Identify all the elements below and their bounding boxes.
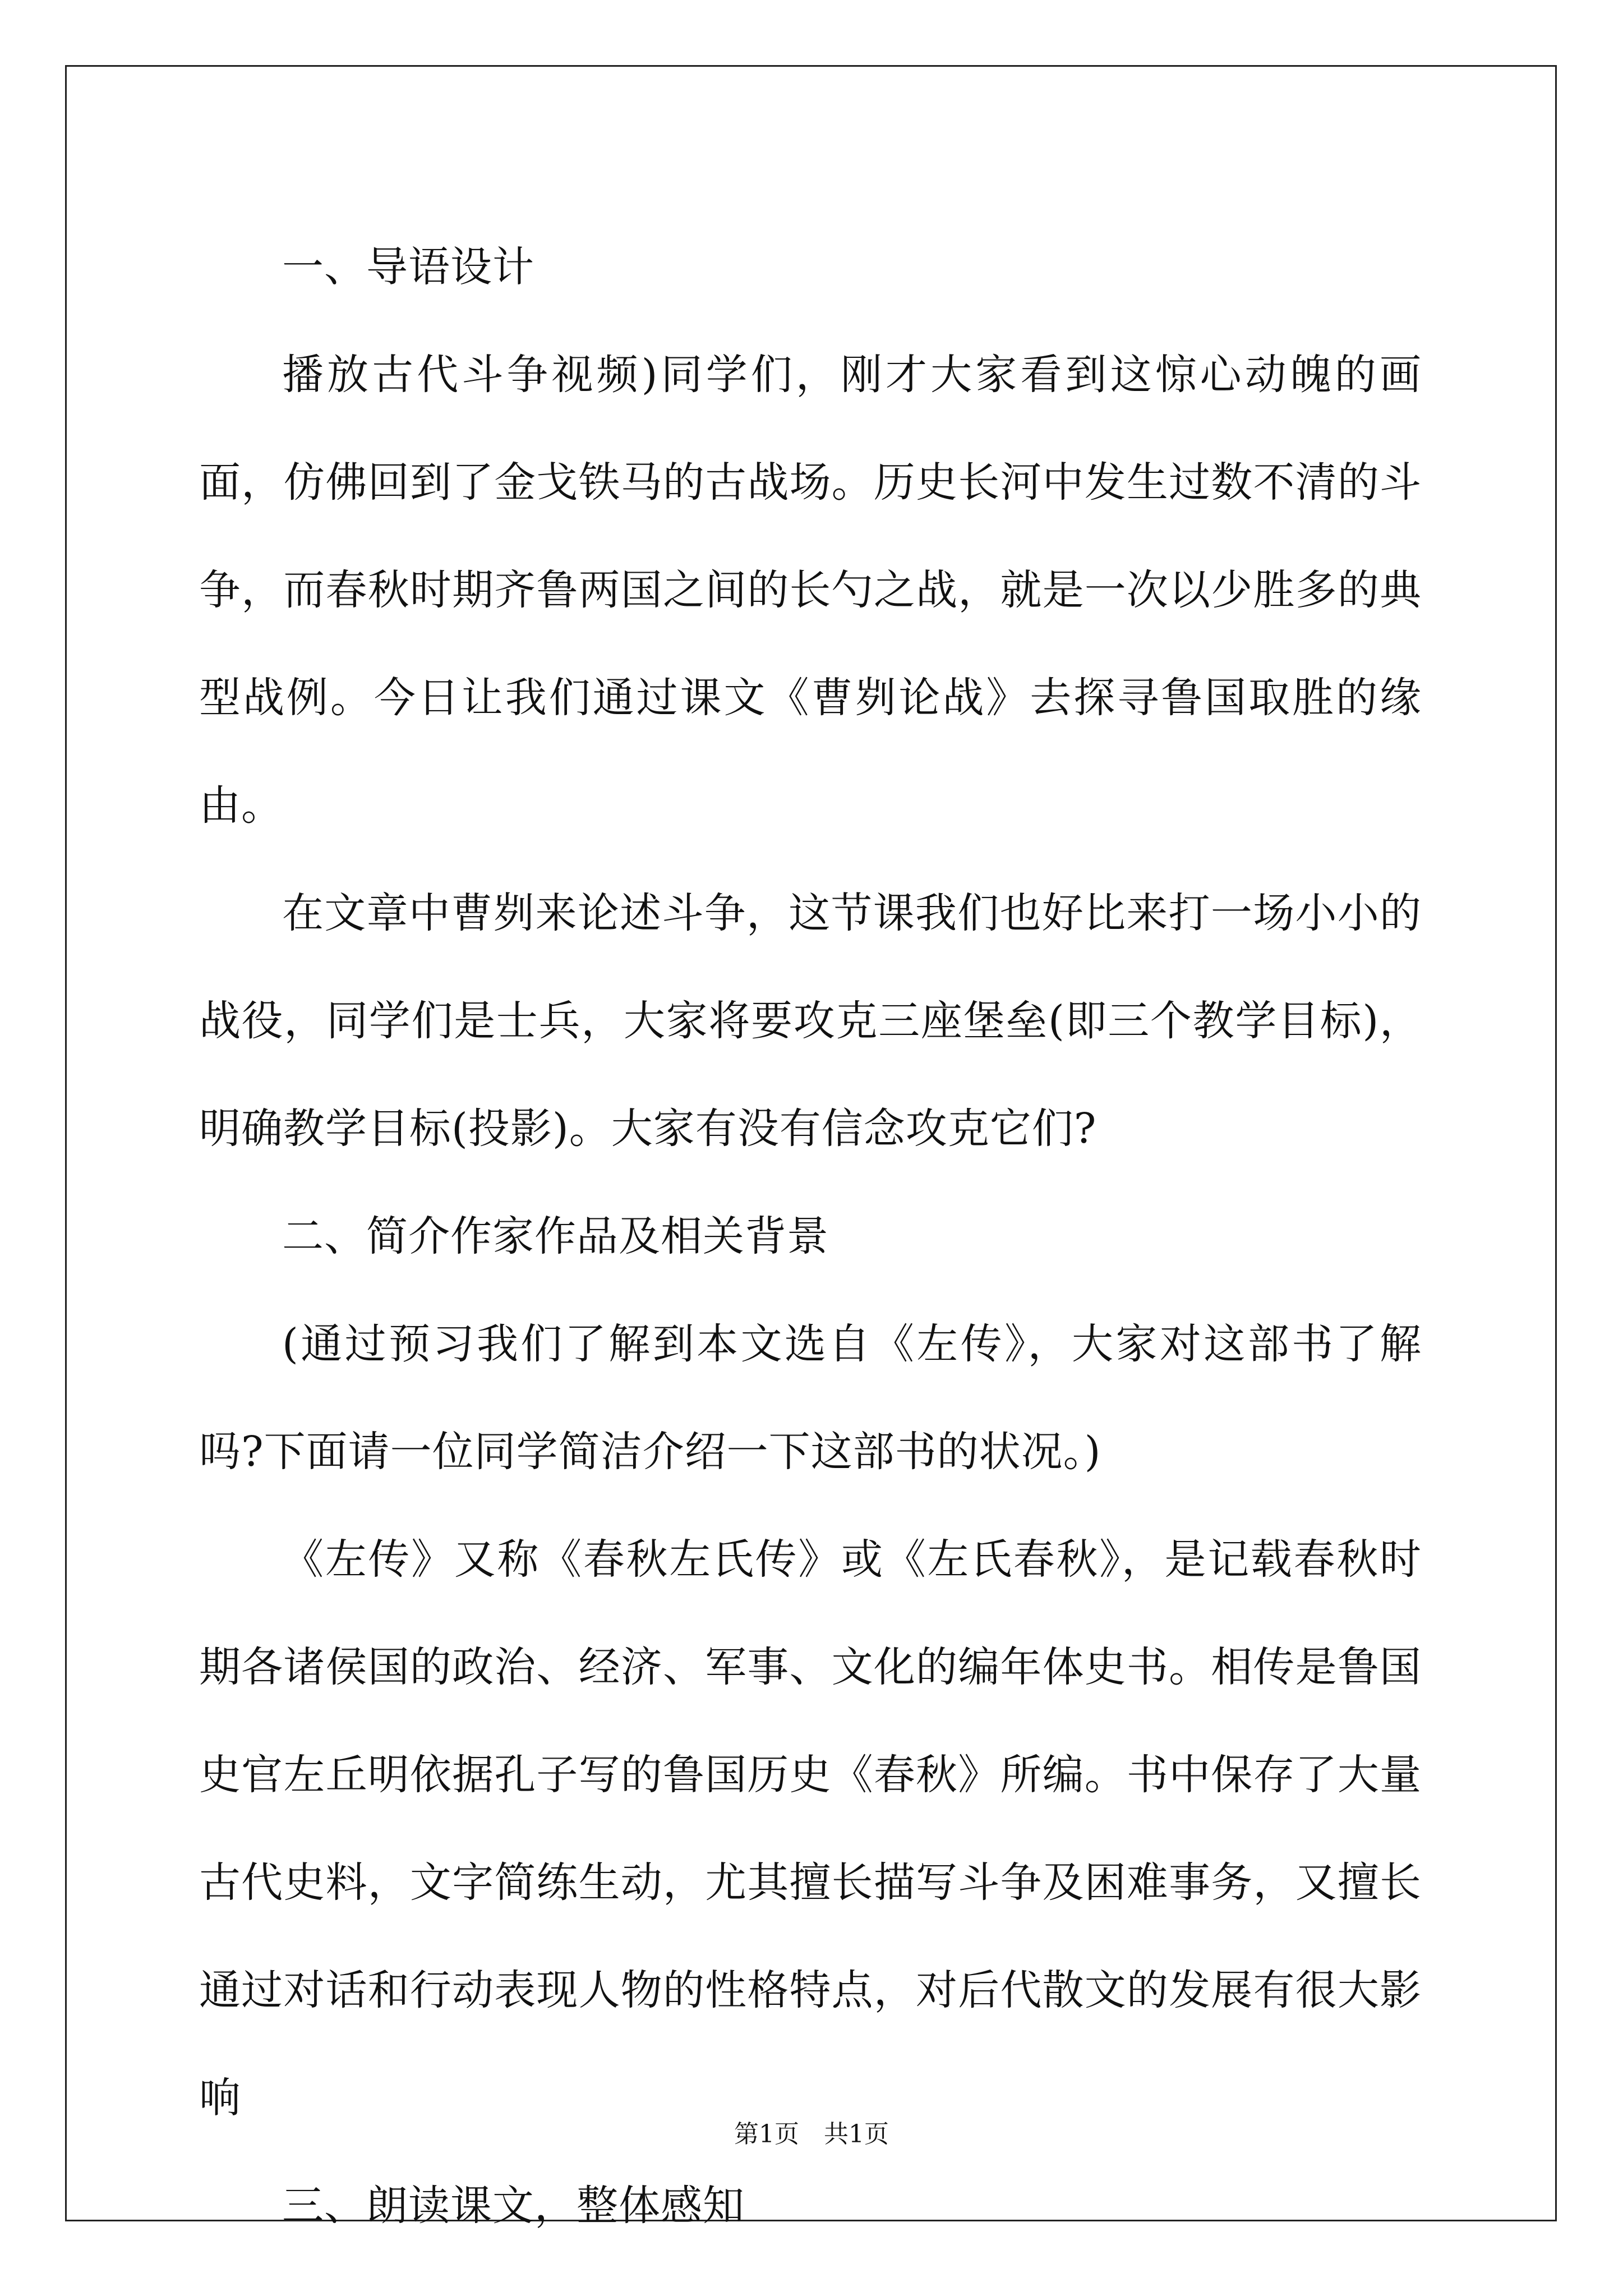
page-footer: 第1页 共1页 (734, 2120, 889, 2148)
document-body (199, 213, 1422, 2260)
section-heading-1: 一、导语设计 (282, 243, 534, 291)
section-heading-3: 三、朗读课文，整体感知 (282, 2182, 745, 2230)
paragraph-goals: 在文章中曹刿来论述斗争，这节课我们也好比来打一场小小的战役，同学们是士兵，大家将要攻克三座堡垒(即三个教学目标)，明确教学目标(投影)。大家有没有信念攻克它们? (199, 889, 1422, 1153)
section-heading-2: 二、简介作家作品及相关背景 (282, 1212, 829, 1260)
paragraph-zuozhuan: 《左传》又称《春秋左氏传》或《左氏春秋》，是记载春秋时期各诸侯国的政治、经济、军事、文化的编年体史书。相传是鲁国史官左丘明依据孔子写的鲁国历史《春秋》所编。书中保存了大量古代史料，文字简练生动，尤其擅长描写斗争及困难事务，又擅长通过对话和行动表现人物的性格特点，对后代散文的发展有很大影响 (199, 1535, 1422, 2122)
paragraph-preview: (通过预习我们了解到本文选自《左传》，大家对这部书了解吗?下面请一位同学简洁介绍一下这部书的状况。) (199, 1320, 1422, 1476)
paragraph-intro: 播放古代斗争视频)同学们，刚才大家看到这惊心动魄的画面，仿佛回到了金戈铁马的古战场。历史长河中发生过数不清的斗争，而春秋时期齐鲁两国之间的长勺之战，就是一次以少胜多的典型战例。今日让我们通过课文《曹刿论战》去探寻鲁国取胜的缘由。 (199, 351, 1422, 830)
